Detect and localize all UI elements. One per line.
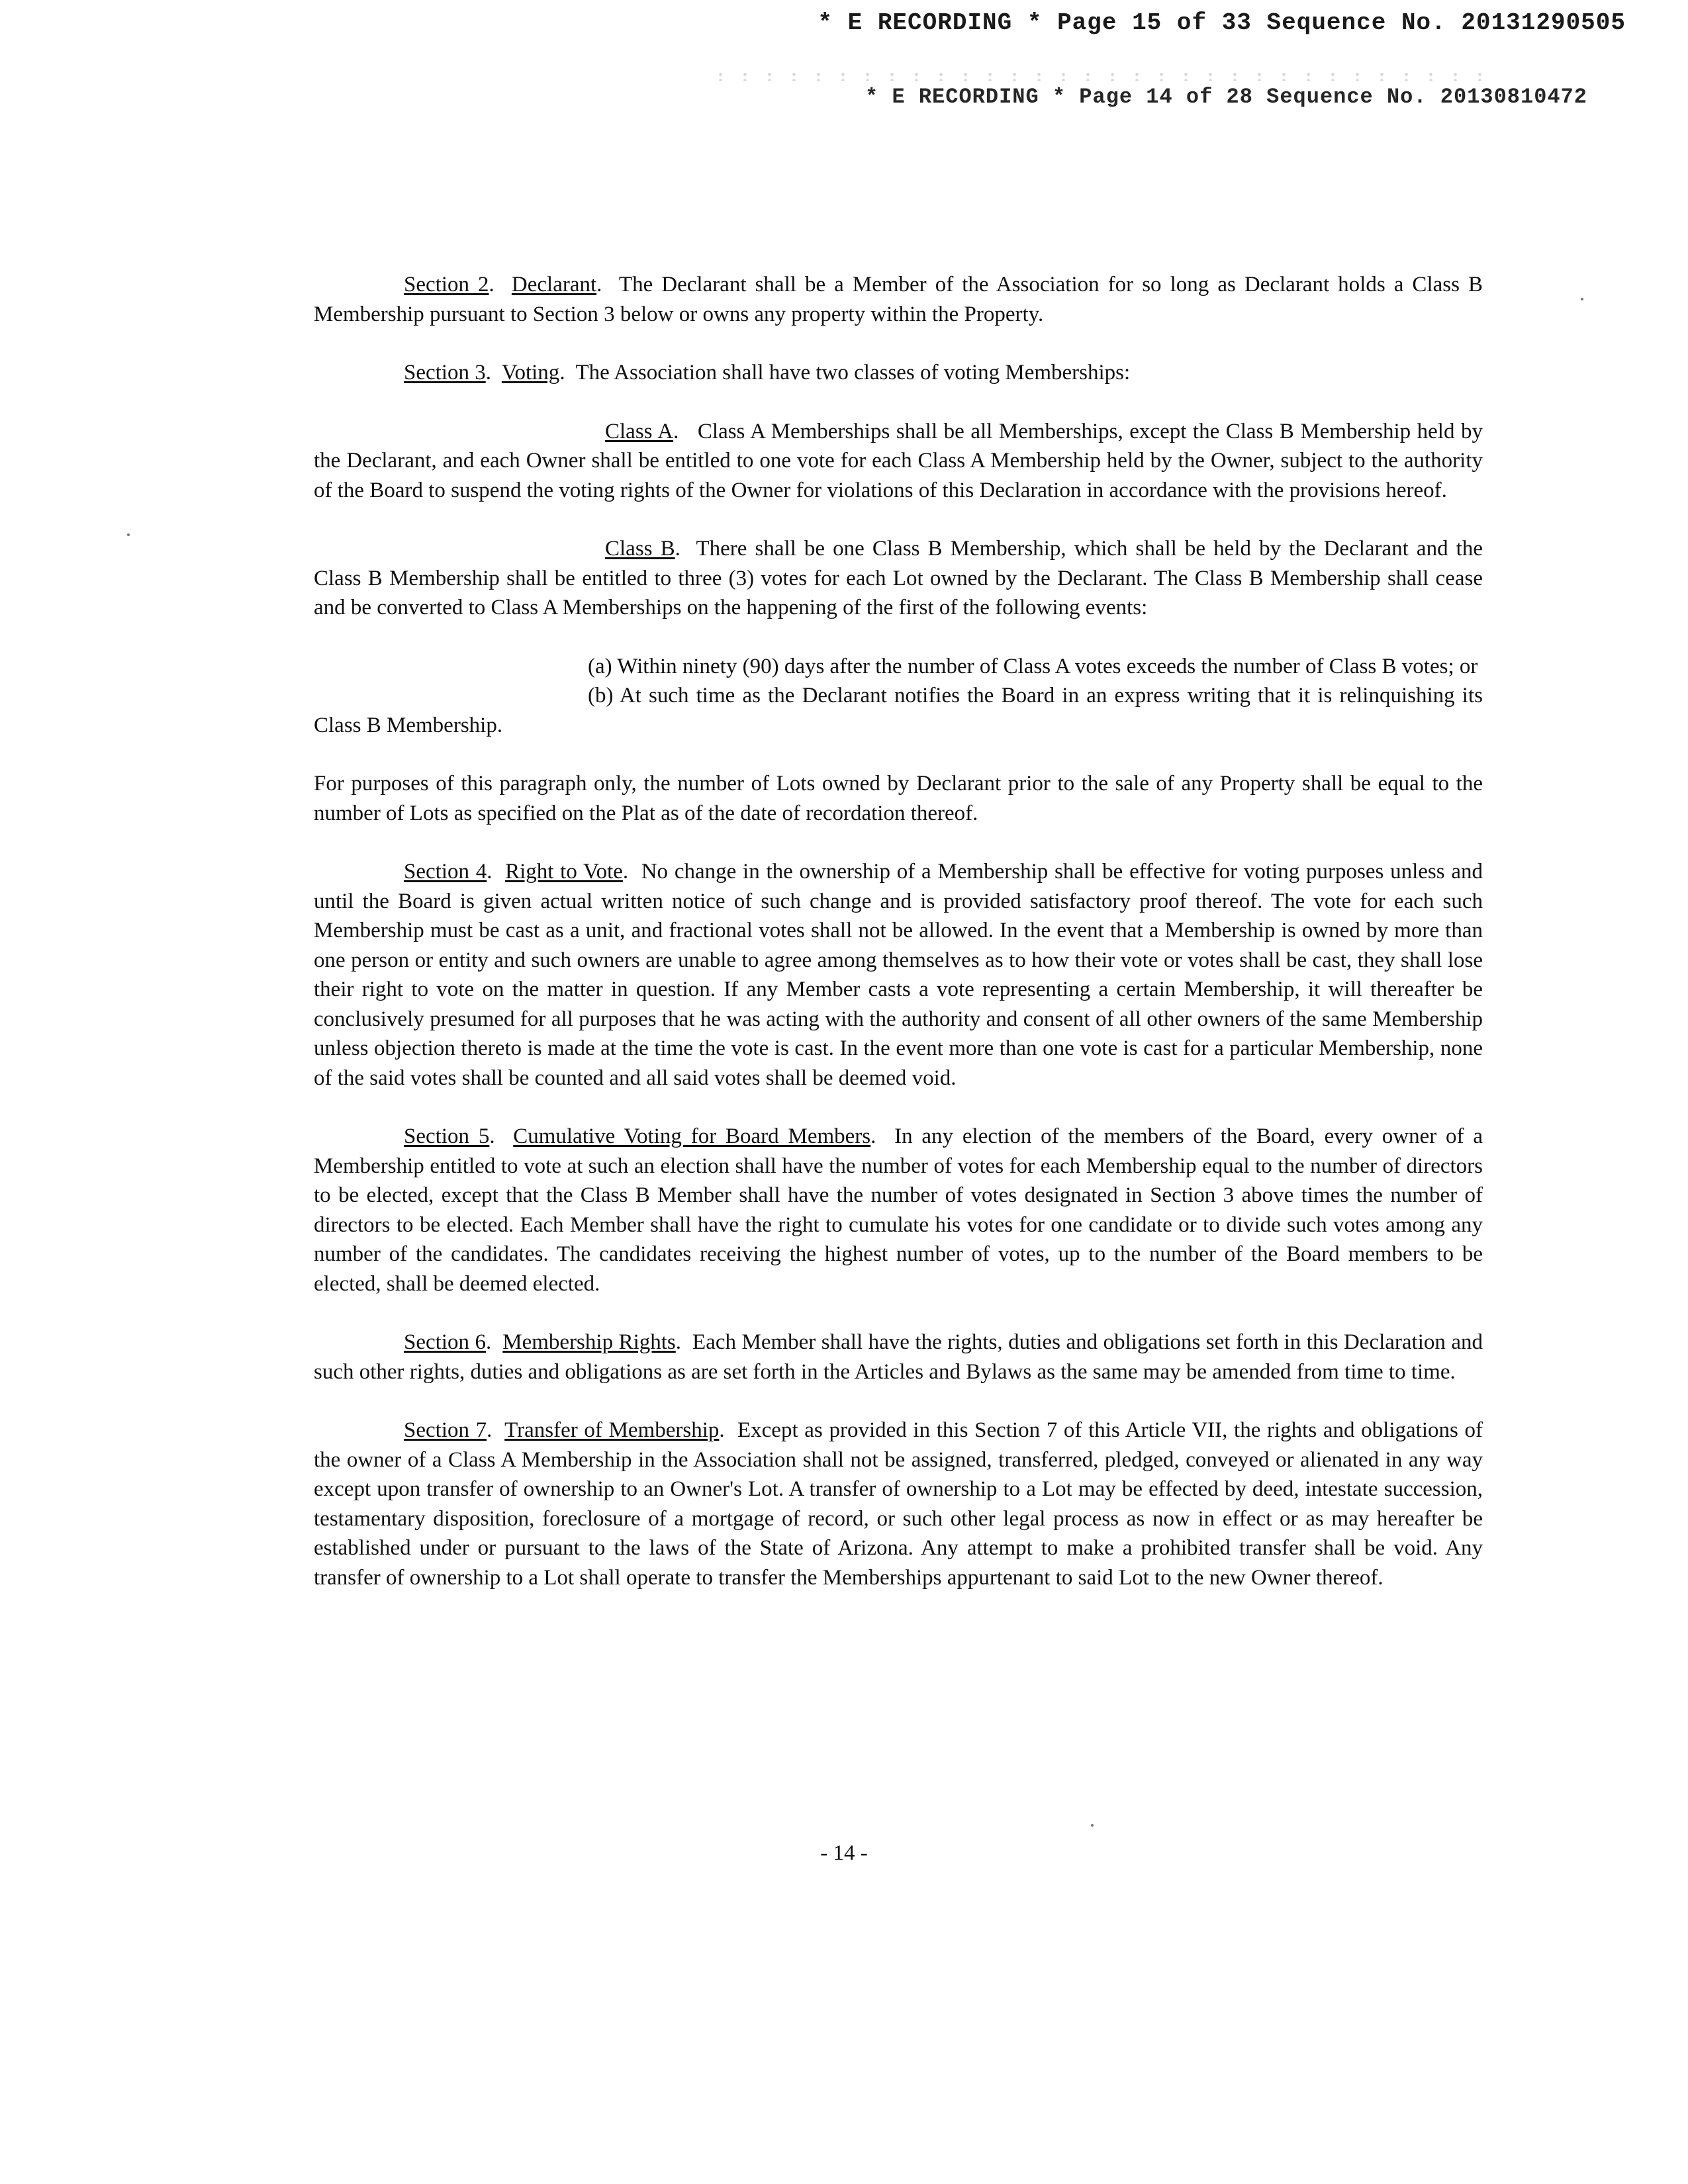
section-text: The Declarant shall be a Member of the Association for so long as Declarant holds a Class B Membership pursuant to Section 3 below or owns any property within the Property.	[314, 273, 1483, 326]
section-text: The Association shall have two classes of voting Memberships:	[575, 361, 1131, 385]
document-body	[314, 270, 1483, 1621]
section-3-paragraph: Section 3. Voting. The Association shall have two classes of voting Memberships:	[404, 361, 1131, 385]
class-b-paragraph: Class B. There shall be one Class B Membership, which shall be held by the Declarant and the Class B Membership shall be entitled to three (3) votes for each Lot owned by the Declarant. The Class B Membership shall cease and be converted to Class A Memberships on the happening of the first of the following events:	[314, 537, 1483, 619]
section-title: Voting	[501, 361, 560, 385]
section-title: Cumulative Voting for Board Members	[513, 1124, 871, 1148]
class-text: Class A Memberships shall be all Memberships, except the Class B Membership held by the Declarant, and each Owner shall be entitled to one vote for each Class A Membership held by the Owner, subject to the authority of the Board to suspend the voting rights of the Owner for violations of this Declaration in accordance with the provisions hereof.	[314, 419, 1483, 502]
section-label: Section 6	[404, 1330, 486, 1354]
class-a-paragraph: Class A. Class A Memberships shall be all Memberships, except the Class B Membership held by the Declarant, and each Owner shall be entitled to one vote for each Class A Membership held by the Owner, subject to the authority of the Board to suspend the voting rights of the Owner for violations of this Declaration in accordance with the provisions hereof.	[314, 419, 1483, 502]
scan-dot	[1091, 1824, 1094, 1827]
section-text: Each Member shall have the rights, duties and obligations set forth in this Declaration and such other rights, duties and obligations as are set forth in the Articles and Bylaws as the same may be amended from time to time.	[314, 1330, 1483, 1384]
section-title: Declarant	[511, 273, 597, 296]
event-b-paragraph	[314, 681, 1483, 740]
section-6-paragraph: Section 6. Membership Rights. Each Member shall have the rights, duties and obligations set forth in this Declaration and such other rights, duties and obligations as are set forth in the Articles and Bylaws as the same may be amended from time to time.	[314, 1330, 1483, 1384]
section-title: Right to Vote	[505, 860, 623, 884]
section-label: Section 7	[404, 1418, 487, 1442]
section-title: Transfer of Membership	[504, 1418, 720, 1442]
section-7-paragraph: Section 7. Transfer of Membership. Except as provided in this Section 7 of this Article VII, the rights and obligations of the owner of a Class A Membership in the Association shall not be assigned, transferred, pledged, conveyed or alienated in any way except upon transfer of ownership to an Owner's Lot. A transfer of ownership to a Lot may be effected by deed, intestate succession, testamentary disposition, foreclosure of a mortgage of record, or such other legal process as now in effect or as may hereafter be established under or pursuant to the laws of the State of Arizona. Any attempt to make a prohibited transfer shall be void. Any transfer of ownership to a Lot shall operate to transfer the Memberships appurtenant to said Lot to the new Owner thereof.	[314, 1418, 1483, 1590]
section-text: In any election of the members of the Board, every owner of a Membership entitled to vote at such an election shall have the number of votes for each Membership equal to the number of directors to be elected, except that the Class B Member shall have the number of votes designated in Section 3 above times the number of directors to be elected. Each Member shall have the right to cumulate his votes for one candidate or to divide such votes among any number of the candidates. The candidates receiving the highest number of votes, up to the number of the Board members to be elected, shall be deemed elected.	[314, 1124, 1483, 1296]
section-text: No change in the ownership of a Membership shall be effective for voting purposes unless and until the Board is given actual written notice of such change and is provided satisfactory proof thereof. The vote for each such Membership must be cast as a unit, and fractional votes shall not be allowed. In the event that a Membership is owned by more than one person or entity and such owners are unable to agree among themselves as to how their vote or votes shall be cast, they shall lose their right to vote on the matter in question. If any Member casts a vote representing a certain Membership, it will thereafter be conclusively presumed for all purposes that he was acting with the authority and consent of all other owners of the same Membership unless objection thereto is made at the time the vote is cast. In the event more than one vote is cast for a particular Membership, none of the said votes shall be counted and all said votes shall be deemed void.	[314, 860, 1483, 1090]
page-number: - 14 -	[820, 1841, 868, 1865]
scan-dot	[127, 533, 130, 536]
section-label: Section 5	[404, 1124, 490, 1148]
section-label: Section 3	[404, 361, 486, 385]
section-title: Membership Rights	[502, 1330, 676, 1354]
class-title: Class B	[605, 537, 675, 561]
section-text: Except as provided in this Section 7 of this Article VII, the rights and obligations of the owner of a Class A Membership in the Association shall not be assigned, transferred, pledged, conveyed or alienated in any way except upon transfer of ownership to an Owner's Lot. A transfer of ownership to a Lot may be effected by deed, intestate succession, testamentary disposition, foreclosure of a mortgage of record, or such other legal process as now in effect or as may hereafter be established under or pursuant to the laws of the State of Arizona. Any attempt to make a prohibited transfer shall be void. Any transfer of ownership to a Lot shall operate to transfer the Memberships appurtenant to said Lot to the new Owner thereof.	[314, 1418, 1483, 1590]
section-label: Section 2	[404, 273, 489, 296]
recording-stamp-primary: * E RECORDING * Page 15 of 33 Sequence No. 20131290505	[818, 9, 1626, 36]
class-text: There shall be one Class B Membership, which shall be held by the Declarant and the Class B Membership shall be entitled to three (3) votes for each Lot owned by the Declarant. The Class B Membership shall cease and be converted to Class A Memberships on the happening of the first of the following events:	[314, 537, 1483, 619]
event-text: (b) At such time as the Declarant notifies the Board in an express writing that it is relinquishing its Class B Membership.	[314, 684, 1483, 737]
class-title: Class A	[605, 419, 674, 443]
section-5-paragraph: Section 5. Cumulative Voting for Board Members. In any election of the members of the Board, every owner of a Membership entitled to vote at such an election shall have the number of votes for each Membership equal to the number of directors to be elected, except that the Class B Member shall have the number of votes designated in Section 3 above times the number of directors to be elected. Each Member shall have the right to cumulate his votes for one candidate or to divide such votes among any number of the candidates. The candidates receiving the highest number of votes, up to the number of the Board members to be elected, shall be deemed elected.	[314, 1124, 1483, 1296]
event-a-paragraph	[314, 652, 1483, 682]
scan-noise	[708, 71, 1503, 81]
purposes-text: For purposes of this paragraph only, the number of Lots owned by Declarant prior to the sale of any Property shall be equal to the number of Lots as specified on the Plat as of the date of recordation thereof.	[314, 772, 1483, 825]
section-2-paragraph: Section 2. Declarant. The Declarant shall be a Member of the Association for so long as Declarant holds a Class B Membership pursuant to Section 3 below or owns any property within the Property.	[314, 273, 1483, 326]
recording-stamp-secondary: * E RECORDING * Page 14 of 28 Sequence No. 20130810472	[865, 85, 1587, 109]
section-label: Section 4	[404, 860, 487, 884]
event-text: (a) Within ninety (90) days after the number of Class A votes exceeds the number of Class B votes; or	[588, 654, 1478, 678]
scan-dot	[1581, 298, 1583, 300]
section-4-paragraph: Section 4. Right to Vote. No change in the ownership of a Membership shall be effective for voting purposes unless and until the Board is given actual written notice of such change and is provided satisfactory proof thereof. The vote for each such Membership must be cast as a unit, and fractional votes shall not be allowed. In the event that a Membership is owned by more than one person or entity and such owners are unable to agree among themselves as to how their vote or votes shall be cast, they shall lose their right to vote on the matter in question. If any Member casts a vote representing a certain Membership, it will thereafter be conclusively presumed for all purposes that he was acting with the authority and consent of all other owners of the same Membership unless objection thereto is made at the time the vote is cast. In the event more than one vote is cast for a particular Membership, none of the said votes shall be counted and all said votes shall be deemed void.	[314, 860, 1483, 1090]
purposes-paragraph	[314, 769, 1483, 828]
